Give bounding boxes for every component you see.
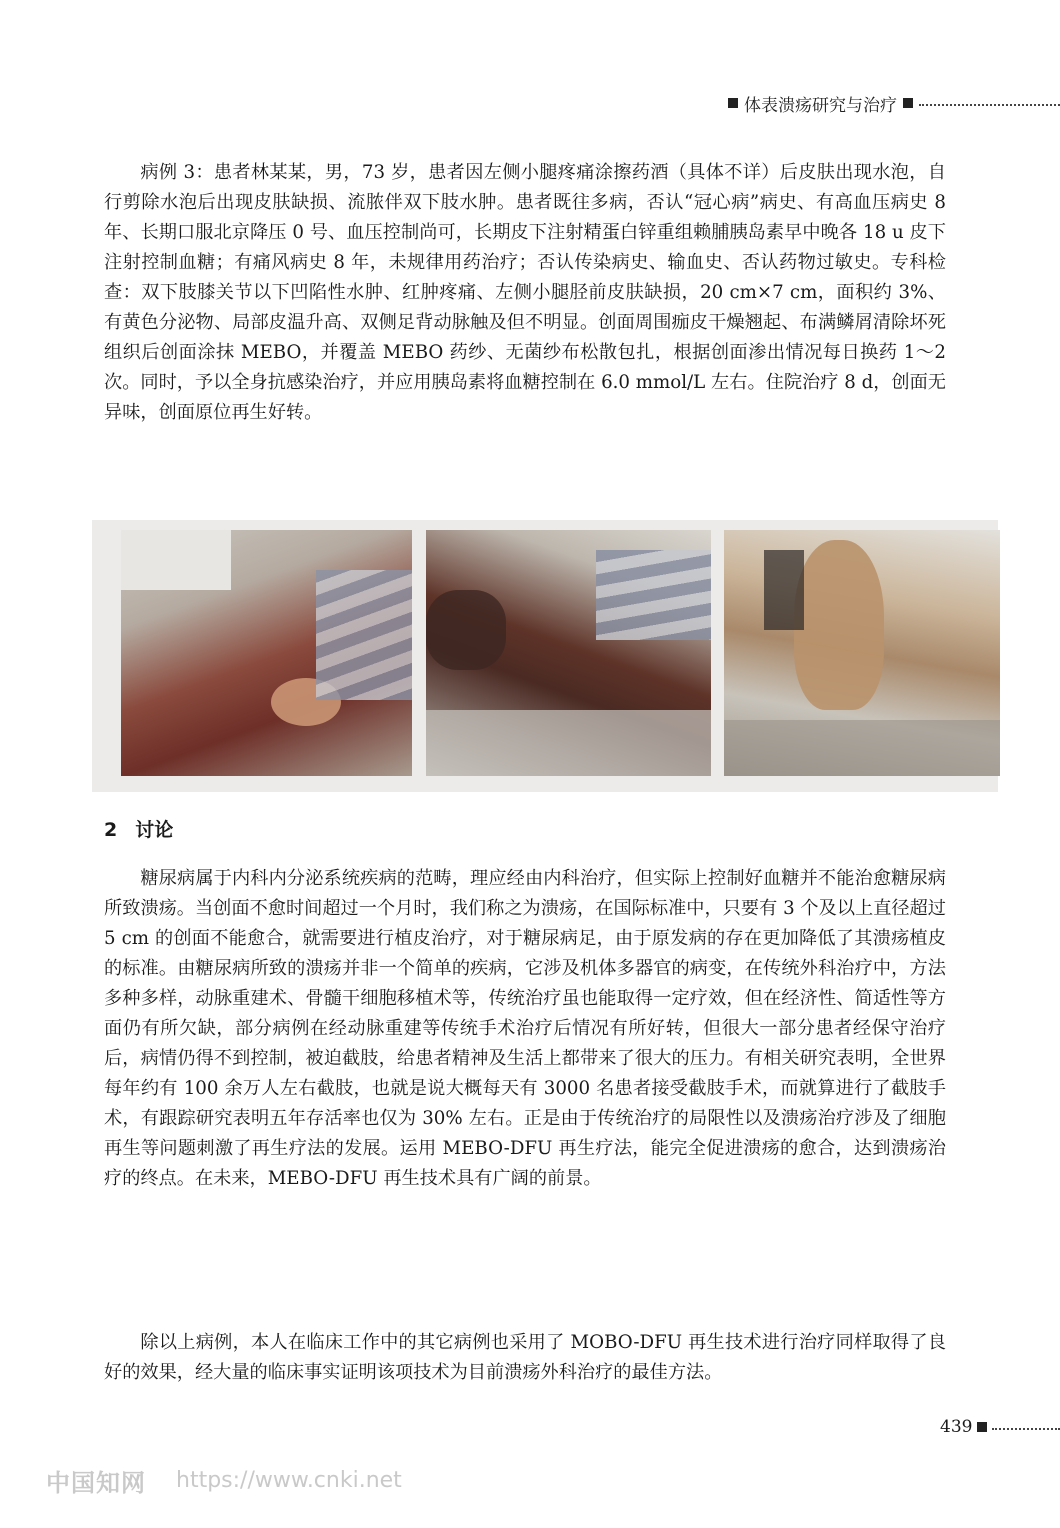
discussion-paragraph-2: 除以上病例，本人在临床工作中的其它病例也采用了 MOBO-DFU 再生技术进行治疗同样取得了良好的效果，经大量的临床事实证明该项技术为目前溃疡外科治疗的最佳方法。 xyxy=(104,1332,946,1383)
square-bullet-icon xyxy=(977,1422,987,1432)
watermark xyxy=(46,1460,402,1500)
running-head-title: 体表溃疡研究与治疗 xyxy=(744,95,897,116)
square-bullet-icon xyxy=(903,98,913,108)
dotted-leader xyxy=(919,104,1060,106)
wound-photo-3 xyxy=(724,530,1000,776)
discussion-paragraph-1: 糖尿病属于内科内分泌系统疾病的范畴，理应经由内科治疗，但实际上控制好血糖并不能治愈糖尿病所致溃疡。当创面不愈时间超过一个月时，我们称之为溃疡，在国际标准中，只要有 3 个及以上直径超过 5 cm 的创面不能愈合，就需要进行植皮治疗，对于糖尿病足，由于原发病的存在更加降低了其溃疡植皮的标准。由糖尿病所致的溃疡并非一个简单的疾病，它涉及机体多器官的病变，在传统外科治疗中，方法多种多样，动脉重建术、骨髓干细胞移植术等，传统治疗虽也能取得一定疗效，但在经济性、简适性等方面仍有所欠缺，部分病例在经动脉重建等传统手术治疗后情况有所好转，但很大一部分患者经保守治疗后，病情仍得不到控制，被迫截肢，给患者精神及生活上都带来了很大的压力。有相关研究表明，全世界每年约有 100 余万人左右截肢，也就是说大概每天有 3000 名患者接受截肢手术，而就算进行了截肢手术，有跟踪研究表明五年存活率也仅为 30% 左右。正是由于传统治疗的局限性以及溃疡治疗涉及了细胞再生等问题刺激了再生疗法的发展。运用 MEBO-DFU 再生疗法，能完全促进溃疡的愈合，达到溃疡治疗的终点。在未来，MEBO-DFU 再生技术具有广阔的前景。 xyxy=(104,868,946,1189)
square-bullet-icon xyxy=(728,98,738,108)
running-head xyxy=(728,90,1060,116)
cnki-logo: 中国知网 xyxy=(46,1468,146,1497)
section-heading xyxy=(104,814,173,846)
page-number: 439 xyxy=(940,1417,973,1437)
watermark-url: https://www.cnki.net xyxy=(176,1467,402,1493)
clinical-photo-figure xyxy=(92,520,998,792)
page-folio xyxy=(940,1414,1060,1440)
section-title: 讨论 xyxy=(135,819,174,841)
case3-paragraph: 病例 3：患者林某某，男，73 岁，患者因左侧小腿疼痛涂擦药酒（具体不详）后皮肤出现水泡，自行剪除水泡后出现皮肤缺损、流脓伴双下肢水肿。患者既往多病，否认“冠心病”病史、有高血压病史 8 年、长期口服北京降压 0 号、血压控制尚可，长期皮下注射精蛋白锌重组赖脯胰岛素早中晚各 18 u 皮下注射控制血糖；有痛风病史 8 年，未规律用药治疗；否认传染病史、输血史、否认药物过敏史。专科检查：双下肢膝关节以下凹陷性水肿、红肿疼痛、左侧小腿胫前皮肤缺损，20 cm×7 cm，面积约 3%、有黄色分泌物、局部皮温升高、双侧足背动脉触及但不明显。创面周围痂皮干燥翘起、布满鳞屑清除坏死组织后创面涂抹 MEBO，并覆盖 MEBO 药纱、无菌纱布松散包扎，根据创面渗出情况每日换药 1～2 次。同时，予以全身抗感染治疗，并应用胰岛素将血糖控制在 6.0 mmol/L 左右。住院治疗 8 d，创面无异味，创面原位再生好转。 xyxy=(104,162,946,423)
wound-photo-2 xyxy=(426,530,711,776)
dotted-leader xyxy=(992,1428,1060,1430)
section-number: 2 xyxy=(104,819,118,841)
wound-photo-1 xyxy=(121,530,412,776)
